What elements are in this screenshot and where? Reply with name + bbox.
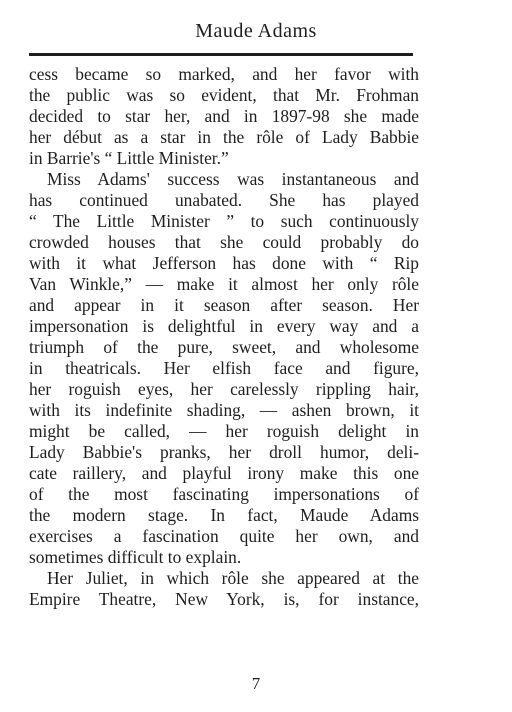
text-line: “ The Little Minister ” to such continuously	[29, 211, 419, 231]
text-line: Van Winkle,” — make it almost her only rôle	[29, 274, 419, 294]
text-line: in Barrie's “ Little Minister.”	[29, 148, 229, 168]
text-line: triumph of the pure, sweet, and wholesome	[29, 337, 419, 357]
text-line: might be called, — her roguish delight in	[29, 421, 419, 441]
text-line: cate raillery, and playful irony make this one	[29, 463, 419, 483]
text-line: her roguish eyes, her carelessly rippling hair,	[29, 379, 419, 399]
text-line: Empire Theatre, New York, is, for instance,	[29, 589, 419, 609]
text-line: her début as a star in the rôle of Lady Babbie	[29, 127, 419, 147]
text-line: of the most fascinating impersonations of	[29, 484, 419, 504]
text-line: impersonation is delightful in every way and a	[29, 316, 419, 336]
body-text	[29, 64, 419, 610]
text-line: Lady Babbie's pranks, her droll humor, deli-	[29, 442, 419, 462]
text-line: and appear in it season after season. Her	[29, 295, 419, 315]
paragraph-first-line: Her Juliet, in which rôle she appeared at the	[47, 568, 419, 588]
text-line: has continued unabated. She has played	[29, 190, 419, 210]
running-head-title: Maude Adams	[195, 20, 317, 42]
header-rule	[29, 53, 413, 56]
text-line: crowded houses that she could probably do	[29, 232, 419, 252]
text-line: cess became so marked, and her favor with	[29, 64, 419, 84]
text-line: with it what Jefferson has done with “ Rip	[29, 253, 419, 273]
page-number: 7	[251, 674, 261, 693]
paragraph-first-line: Miss Adams' success was instantaneous and	[47, 169, 419, 189]
text-line: sometimes difficult to explain.	[29, 547, 242, 567]
text-line: in theatricals. Her elfish face and figure,	[29, 358, 419, 378]
text-line: the public was so evident, that Mr. Frohman	[29, 85, 419, 105]
text-line: decided to star her, and in 1897-98 she made	[29, 106, 419, 126]
text-line: the modern stage. In fact, Maude Adams	[29, 505, 419, 525]
text-line: exercises a fascination quite her own, and	[29, 526, 419, 546]
text-line: with its indefinite shading, — ashen brown, it	[29, 400, 419, 420]
